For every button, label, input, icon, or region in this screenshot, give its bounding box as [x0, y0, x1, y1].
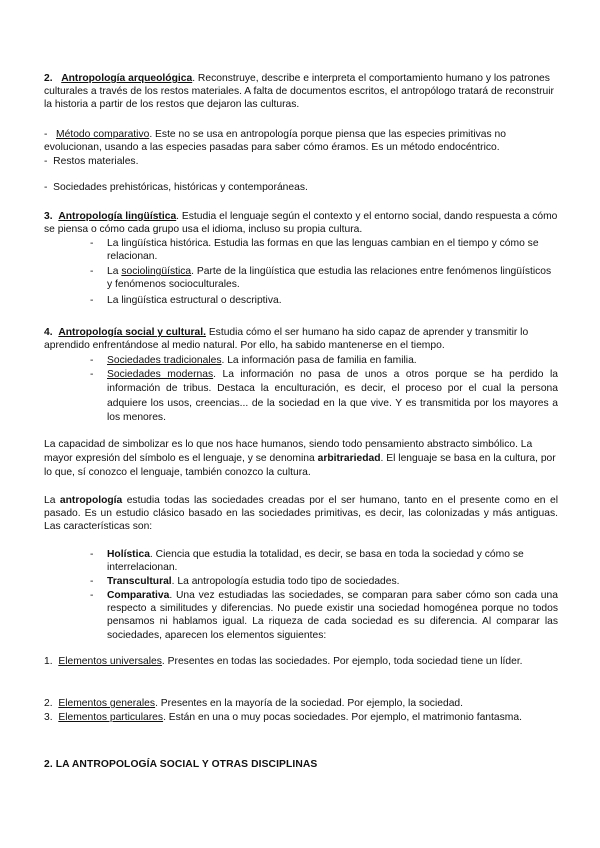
dash-bullet: -: [44, 182, 48, 193]
sociedades-item: [44, 181, 558, 194]
section-social-cultural: [44, 326, 558, 352]
list-number: 3.: [44, 712, 53, 723]
list-item-text: [107, 368, 558, 426]
paragraph-text: . Parte de la lingüística que estudia las relaciones entre fenómenos lingüísticos y fenómenos socioculturales.: [107, 266, 552, 291]
dash-bullet: -: [90, 549, 94, 560]
list-item-text: La lingüística histórica. Estudia las formas en que las lenguas cambian en el tiempo y cómo se relacionan.: [107, 238, 539, 263]
dash-bullet: -: [90, 295, 94, 306]
list-item-text: [107, 265, 558, 291]
term-label: Elementos particulares: [58, 712, 164, 723]
elemento-particular: [44, 711, 558, 724]
dash-bullet: -: [90, 355, 94, 366]
dash-bullet: -: [44, 156, 48, 167]
dash-bullet: -: [90, 369, 94, 380]
term-label: Sociedades modernas: [107, 369, 214, 380]
paragraph-text: . Presentes en todas las sociedades. Por ejemplo, toda sociedad tiene un líder.: [161, 656, 523, 667]
dash-bullet: -: [90, 238, 94, 249]
list-item-text: [107, 548, 558, 574]
dash-bullet: -: [44, 129, 48, 140]
paragraph-text: . Una vez estudiadas las sociedades, se comparan para saber cómo son cada una respecto a similitudes y diferencias. No puede existir una sociedad homogénea porque no todos pensamos ni hablamos igual. La riqueza de cada sociedad es su diferencia. Al comparar las sociedades, aparecen los elementos siguientes:: [107, 590, 558, 641]
paragraph-text: La: [44, 495, 60, 506]
text-prefix: La: [107, 266, 122, 277]
paragraph-text: . Este no se usa en antropología porque piensa que las especies primitivas no evolucionan, usando a las especies pasadas para saber cómo éramos. Es un método endocéntrico.: [44, 129, 506, 154]
section-number: 2.: [44, 73, 53, 84]
paragraph-text: . Ciencia que estudia la totalidad, es decir, se basa en toda la sociedad y cómo se interrelacionan.: [107, 549, 524, 574]
paragraph-text: Sociedades prehistóricas, históricas y contemporáneas.: [53, 182, 308, 193]
bold-term: Transcultural: [107, 576, 172, 587]
paragraph-simbolizar: [44, 438, 558, 480]
section-title: Antropología social y cultural.: [58, 327, 206, 338]
paragraph-text: . La información no pasa de unos a otros porque se ha perdido la información de tribus. Destaca la enculturación, es decir, el proceso por el cual la persona adquiere los usos, creencias... de la sociedad en la que vive. Y es transmitida por los mayores a los menores.: [107, 369, 559, 424]
restos-materiales-item: [44, 155, 558, 168]
list-item-text: La lingüística estructural o descriptiva.: [107, 295, 282, 306]
term-label: Sociedades tradicionales: [107, 355, 222, 366]
paragraph-text: Restos materiales.: [53, 156, 139, 167]
paragraph-text: Estudia cómo el ser humano ha sido capaz de aprender y transmitir lo aprendido enfrentándose al medio natural. Por ello, ha sabido mantenerse en el tiempo.: [44, 327, 529, 352]
metodo-comparativo-item: [44, 128, 558, 154]
paragraph-text: . La información pasa de familia en familia.: [221, 355, 417, 366]
section-title: Antropología arqueológica: [61, 73, 193, 84]
paragraph-text: . Están en una o muy pocas sociedades. Por ejemplo, el matrimonio fantasma.: [163, 712, 522, 723]
paragraph-text: . Presentes en la mayoría de la sociedad. Por ejemplo, la sociedad.: [155, 698, 464, 709]
term-label: Elementos generales: [58, 698, 156, 709]
bold-term: arbitrariedad: [317, 453, 381, 464]
dash-bullet: -: [90, 590, 94, 601]
bold-term: Comparativa: [107, 590, 170, 601]
paragraph-antropologia: [44, 494, 558, 534]
list-item-text: [107, 589, 558, 642]
section-number: 3.: [44, 211, 53, 222]
elemento-general: [44, 697, 558, 710]
section-number: 4.: [44, 327, 53, 338]
list-number: 1.: [44, 656, 53, 667]
list-item-text: [107, 575, 558, 588]
section-title: Antropología lingüística: [58, 211, 177, 222]
term-label: Elementos universales: [58, 656, 162, 667]
list-item-text: [107, 354, 558, 367]
dash-bullet: -: [90, 266, 94, 277]
paragraph-text: . El lenguaje se basa en la cultura, por lo que, sí conozco el lenguaje, también conozco la cultura.: [44, 453, 556, 478]
paragraph-text: . Reconstruye, describe e interpreta el comportamiento humano y los patrones culturales a través de los restos materiales. A falta de documentos escritos, el antropólogo tratará de reconstruir la historia a partir de los restos que dejaron las culturas.: [44, 73, 554, 111]
section-arqueologica: [44, 72, 558, 112]
paragraph-text: . La antropología estudia todo tipo de sociedades.: [171, 576, 400, 587]
bold-term: antropología: [59, 495, 123, 506]
term-label: Método comparativo: [56, 129, 150, 140]
paragraph-text: La capacidad de simbolizar es lo que nos hace humanos, siendo todo pensamiento abstracto simbólico. La mayor expresión del símbolo es el lenguaje, y se denomina: [44, 439, 533, 464]
list-number: 2.: [44, 698, 53, 709]
section-heading: 2. LA ANTROPOLOGÍA SOCIAL Y OTRAS DISCIPLINAS: [44, 759, 318, 770]
paragraph-text: . Estudia el lenguaje según el contexto y el entorno social, dando respuesta a cómo se piensa o cómo cada grupo usa el idioma, incluso su propia cultura.: [44, 211, 558, 236]
bold-term: Holística: [107, 549, 150, 560]
paragraph-text: estudia todas las sociedades creadas por el ser humano, tanto en el presente como en el pasado. Es un estudio clásico basado en las sociedades primitivas, es decir, las colonizadas y más antiguas. Las características son:: [44, 495, 558, 533]
elemento-universal: [44, 655, 558, 668]
term-label: sociolingüística: [121, 266, 192, 277]
section-linguistica: [44, 210, 558, 236]
dash-bullet: -: [90, 576, 94, 587]
